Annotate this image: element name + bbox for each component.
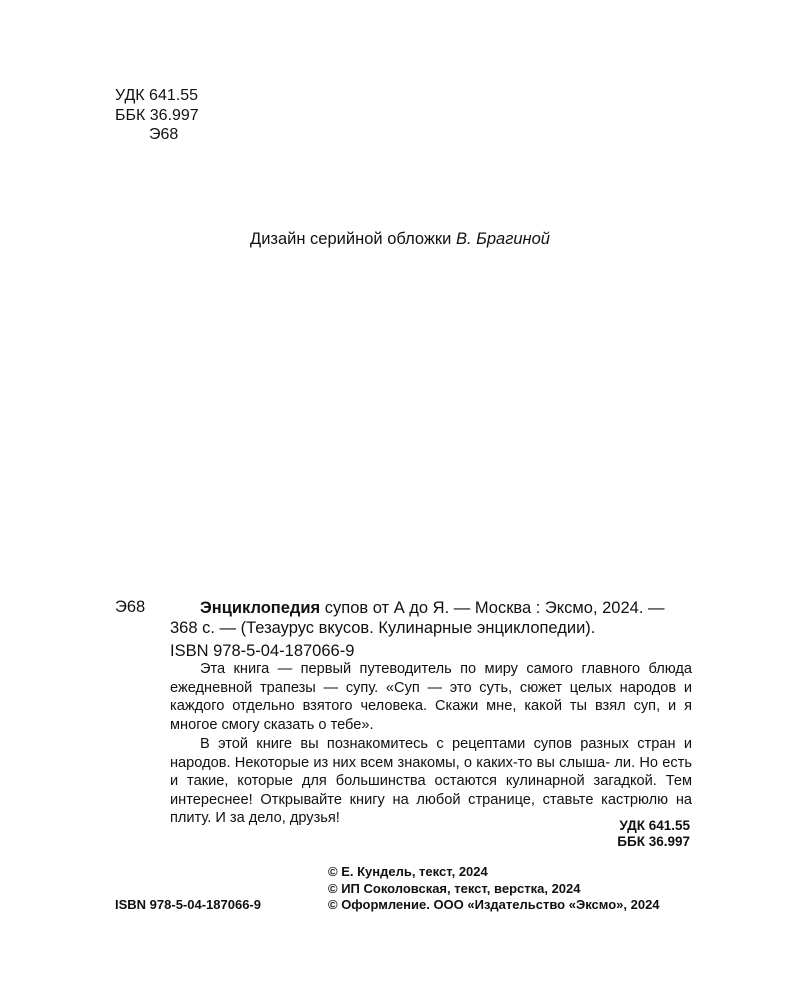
designer-name: В. Брагиной [455, 230, 550, 248]
udk-code: УДК 641.55 [115, 87, 198, 104]
annotation-text-2: В этой книге вы познакомитесь с рецептами супов разных стран и народов. Некоторые из них всем знакомы, о каких-то вы слыша- ли. Но есть и такие, которые для большинства остаются кулинарной загадкой. Тем интереснее! Открывайте книгу на любой странице, ставьте кастрюлю на плиту. И за дело, друзья! [170, 736, 692, 827]
copyright-line: © ИП Соколовская, текст, верстка, 2024 [328, 880, 581, 896]
bbk-code-bottom: ББК 36.997 [617, 834, 690, 849]
author-mark: Э68 [149, 126, 179, 143]
design-credit-text: Дизайн серийной обложки [250, 230, 452, 248]
design-credit [0, 230, 800, 249]
copyright-line: © Оформление. ООО «Издательство «Эксмо», 2024 [328, 897, 660, 912]
classification-codes-top [115, 86, 199, 145]
bbk-code: ББК 36.997 [115, 106, 199, 124]
annotation-paragraph-1 [170, 660, 692, 734]
isbn-bottom: ISBN 978-5-04-187066-9 [115, 897, 261, 912]
copyright-block [328, 864, 660, 914]
udk-code-bottom: УДК 641.55 [619, 818, 690, 833]
book-title: Энциклопедия [200, 599, 321, 617]
copyright-line: © Е. Кундель, текст, 2024 [328, 864, 488, 879]
annotation-paragraph-2 [170, 735, 692, 828]
bib-author-mark: Э68 [115, 598, 146, 616]
bib-line1: супов от А до Я. — Москва : Эксмо, 2024. — [320, 599, 665, 617]
isbn: ISBN 978-5-04-187066-9 [170, 642, 355, 660]
classification-codes-bottom [560, 818, 690, 850]
annotation-text-1: Эта книга — первый путеводитель по миру самого главного блюда ежедневной трапезы — супу. «Суп — это суть, сюжет целых народов и каждого отдельно взятого человека. Скажи мне, какой ты взял суп, и я многое смогу сказать о тебе». [170, 661, 692, 733]
bibliographic-record [200, 598, 692, 619]
bib-line2: 368 с. — (Тезаурус вкусов. Кулинарные энциклопедии). [170, 619, 596, 637]
